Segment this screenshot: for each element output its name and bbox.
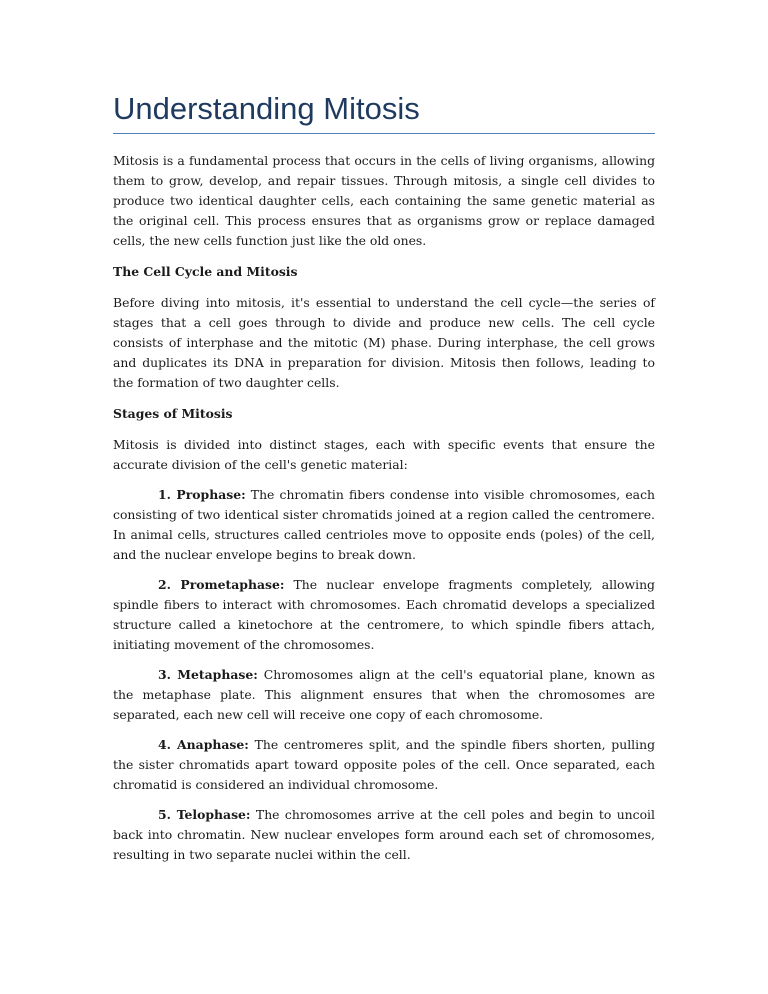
intro-paragraph: Mitosis is a fundamental process that occurs in the cells of living organisms, allowing them to grow, develop, and repair tissues. Through mitosis, a single cell divides to produce two identical daughter cells, each containing the same genetic material as the original cell. This process ensures that as organisms grow or replace damaged cells, the new cells function just like the old ones. (113, 152, 655, 248)
stage-label: 3. Metaphase: (158, 666, 258, 682)
stage-prometaphase (113, 575, 655, 655)
stage-text: Chromosomes align at the cell's equatorial plane, known as the metaphase plate. This alignment ensures that when the chromosomes are separated, each new cell will receive one copy of each chromosome. (113, 666, 656, 722)
page-title: Understanding Mitosis (113, 90, 655, 134)
section-body-stages: Mitosis is divided into distinct stages, each with specific events that ensure the accurate division of the cell's genetic material: (113, 436, 655, 472)
stage-metaphase (113, 665, 655, 725)
stage-text: The nuclear envelope fragments completely, allowing spindle fibers to interact with chromosomes. Each chromatid develops a specialized structure called a kinetochore at the centromere, to which spindle fibers attach, initiating movement of the chromosomes. (113, 576, 655, 652)
stage-text: The chromatin fibers condense into visible chromosomes, each consisting of two identical sister chromatids joined at a region called the centromere. In animal cells, structures called centrioles move to opposite ends (poles) of the cell, and the nuclear envelope begins to break down. (113, 486, 655, 562)
document-page (113, 90, 655, 865)
stage-label: 1. Prophase: (158, 486, 246, 502)
section-body-cell-cycle: Before diving into mitosis, it's essential to understand the cell cycle—the series of stages that a cell goes through to divide and produce new cells. The cell cycle consists of interphase and the mitotic (M) phase. During interphase, the cell grows and duplicates its DNA in preparation for division. Mitosis then follows, leading to the formation of two daughter cells. (113, 294, 655, 390)
stage-label: 5. Telophase: (158, 806, 251, 822)
stage-anaphase (113, 735, 655, 795)
stage-prophase (113, 485, 655, 565)
stage-telophase (113, 805, 655, 865)
stage-label: 2. Prometaphase: (158, 576, 285, 592)
stage-label: 4. Anaphase: (158, 736, 249, 752)
stage-text: The chromosomes arrive at the cell poles and begin to uncoil back into chromatin. New nuclear envelopes form around each set of chromosomes, resulting in two separate nuclei within the cell. (113, 806, 655, 862)
stage-text: The centromeres split, and the spindle fibers shorten, pulling the sister chromatids apart toward opposite poles of the cell. Once separated, each chromatid is considered an individual chromosome. (113, 736, 655, 792)
section-heading-cell-cycle: The Cell Cycle and Mitosis (113, 263, 298, 279)
section-heading-stages: Stages of Mitosis (113, 405, 233, 421)
